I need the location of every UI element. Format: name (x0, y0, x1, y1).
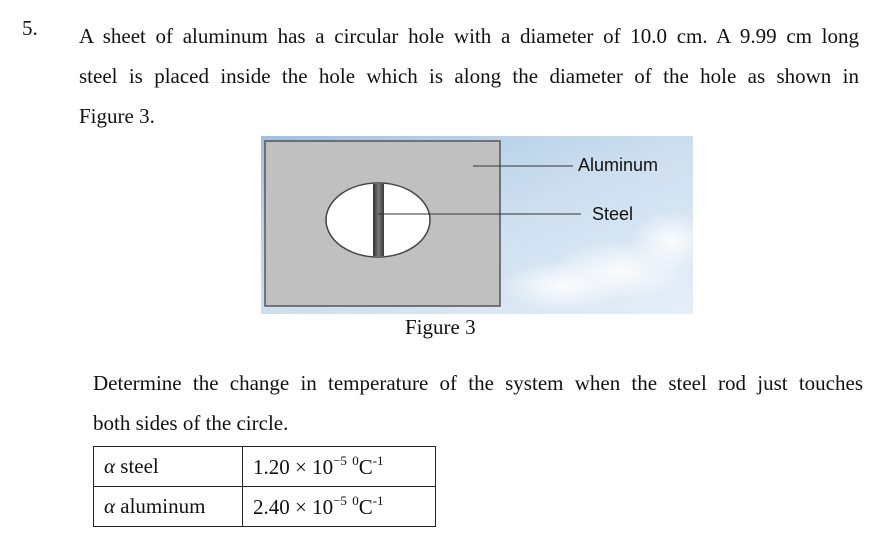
steel-rod (373, 184, 384, 256)
cloud-2 (501, 261, 621, 311)
unit-exponent: -1 (372, 493, 384, 508)
table-cell-material (94, 487, 243, 527)
figure-caption: Figure 3 (405, 315, 476, 339)
table-cell-material (94, 447, 243, 487)
alpha-symbol: α (104, 454, 116, 478)
table-cell-value (243, 487, 436, 527)
value-mantissa: 1.20 × 10 (253, 455, 334, 479)
question-text (79, 16, 859, 136)
prompt-text (93, 363, 863, 443)
table-row (94, 447, 436, 487)
question-line-2: steel is placed inside the hole which is along the diameter of the hole as shown in (79, 64, 859, 88)
prompt-line-2: both sides of the circle. (93, 411, 289, 435)
coefficient-table (93, 446, 436, 527)
material-name: aluminum (120, 494, 206, 518)
unit: C (358, 495, 373, 519)
question-line-3: Figure 3. (79, 104, 155, 128)
unit-exponent: -1 (372, 453, 384, 468)
degree-mark: 0 (352, 493, 359, 508)
unit: C (358, 455, 373, 479)
question-number: 5. (22, 16, 38, 40)
prompt-line-1: Determine the change in temperature of the system when the steel rod just touches (93, 371, 863, 395)
figure-3 (261, 136, 693, 314)
value-exponent: −5 (333, 493, 347, 508)
alpha-symbol: α (104, 494, 116, 518)
table-cell-value (243, 447, 436, 487)
value-exponent: −5 (333, 453, 347, 468)
question-line-1: A sheet of aluminum has a circular hole with a diameter of 10.0 cm. A 9.99 cm long (79, 24, 859, 48)
table-row (94, 487, 436, 527)
figure-svg (261, 136, 693, 314)
material-name: steel (120, 454, 159, 478)
steel-label: Steel (592, 204, 634, 224)
aluminum-label: Aluminum (578, 155, 659, 175)
value-mantissa: 2.40 × 10 (253, 495, 334, 519)
degree-mark: 0 (352, 453, 359, 468)
